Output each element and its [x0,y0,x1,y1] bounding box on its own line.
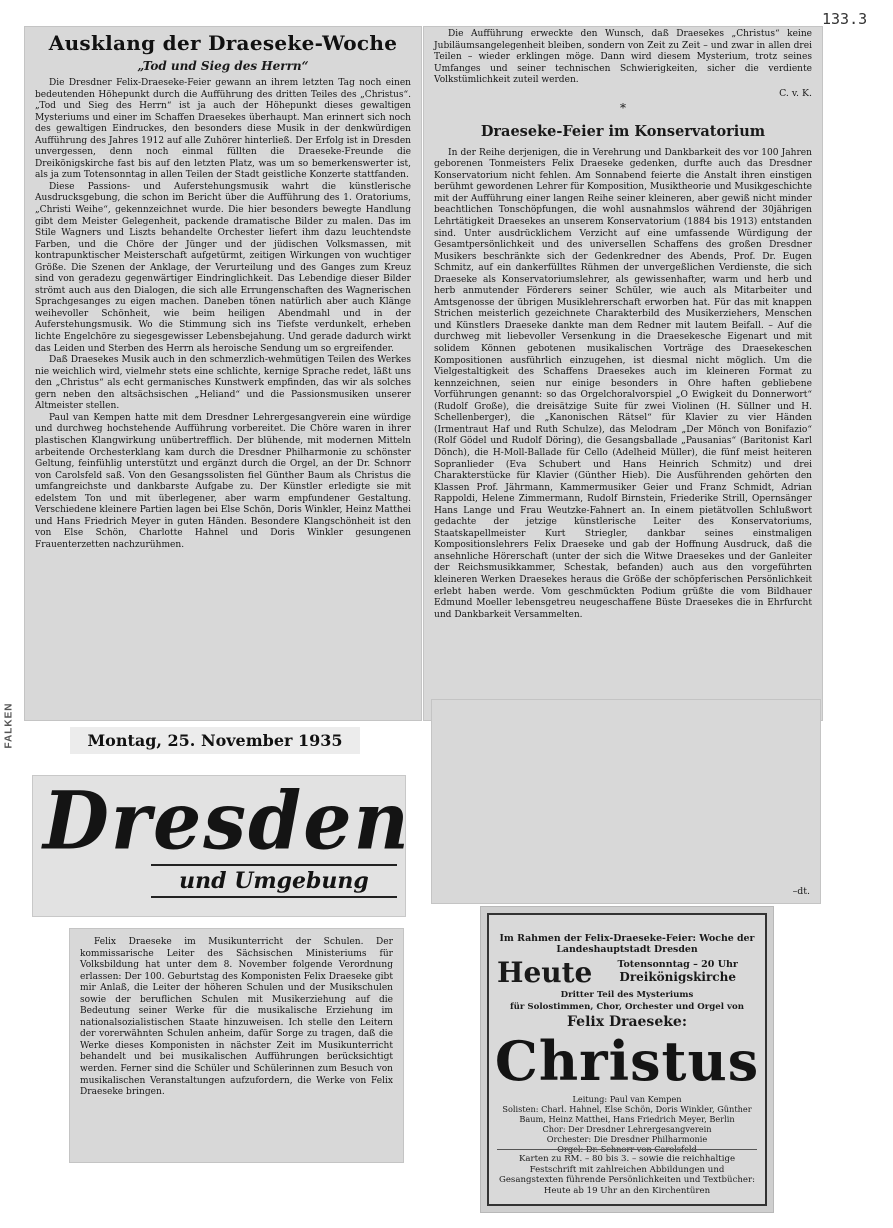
concert-advertisement [481,907,773,1212]
advertisement-orchester: Orchester: Die Dresdner Philharmonie [546,1134,708,1144]
main-paragraph-1: Die Dresdner Felix-Draeseke-Feier gewann an ihrem letzten Tag noch einen bedeutenden Höhepunkt durch die Aufführung des dritten Teiles des „Christus“. „Tod und Sieg des Herrn“ ist ja auch der Höhepunkt dieses gewaltigen Mysteriums und einer im Schaffen Draesekes überhaupt. Man erinnert sich noch des gewaltigen Eindruckes, den besonders diese Musik in der denkwürdigen Aufführung des Jahres 1912 auf alle Zuhörer hinterließ. Der Erfolg ist in Dresden unvergessen, denn noch einmal füllten die Draeseke-Freunde die Dreikönigskirche fast bis auf den letzten Platz, was um so bemerkenswerter ist, als ja zum Totensonntag in allen Teilen der Stadt geistliche Konzerte stattfanden. [35,78,411,181]
advertisement-time-venue [598,958,757,984]
advertisement-time: Totensonntag – 20 Uhr [617,959,738,970]
school-article-clipping [70,929,403,1162]
main-article-right-column [424,27,822,720]
dresden-section-title: Dresden [43,773,411,868]
main-paragraph-4: Paul van Kempen hatte mit dem Dresdner Lehrergesangverein eine würdige und durchweg hochstehende Aufführung vorbereitet. Die Chöre waren in ihrer plastischen Klangwirkung unübertrefflich. Der blühende, mit modernen Mitteln arbeitende Orchesterklang kam durch die Dresdner Philharmonie zu schönster Geltung, feinfühlig unterstützt und ergänzt durch die Orgel, an der Dr. Schnorr von Carolsfeld saß. Von den Gesangssolisten fiel Günther Baum als Christus die umfangreichste und dankbarste Aufgabe zu. Der Künstler erledigte sie mit edelstem Ton und mit überlegener, aber warm empfundener Gestaltung. Verschiedene kleinere Partien lagen bei Else Schön, Doris Winkler, Heinz Matthei und Hans Friedrich Meyer in guten Händen. Besondere Klangschönheit ist den von Else Schön, Charlotte Hahnel und Doris Winkler gesungenen Frauenterzetten nachzurühmen. [35,412,411,550]
advertisement-ticket-info: Karten zu RM. – 80 bis 3. – sowie die reichhaltige Festschrift mit zahlreichen Abbildungen und Gesangstexten führende Persönlichkeiten und Textbücher: Heute ab 19 Uhr an den Kirchentüren [497,1149,757,1196]
advertisement-composer: Felix Draeseke: [567,1014,687,1030]
newspaper-date-line: Montag, 25. November 1935 [70,727,360,754]
conservatory-article-title: Draeseke-Feier im Konservatorium [480,122,766,140]
advertisement-leitung: Leitung: Paul van Kempen [572,1094,682,1104]
advertisement-venue: Dreikönigskirche [619,970,736,984]
school-article-text: Felix Draeseke im Musikunterricht der Schulen. Der kommissarische Leiter des Sächsischen Ministeriums für Volksbildung hat unter dem 8. November folgende Verordnung erlassen: Der 100. Geburtstag des Komponisten Felix Draeseke gibt mir Anlaß, die Leiter der höheren Schulen und der Musikschulen sowie der beruflichen Schulen mit Musikerziehung auf die Bedeutung seiner Werke für die musikalische Erziehung im nationalsozialistischen Staate hinzuweisen. Ich stelle den Leitern der vorerwähnten Schulen anheim, dafür Sorge zu tragen, daß die Werke dieses Komponisten in nächster Zeit im Musikunterricht behandelt und bei musikalischen Aufführungen berücksichtigt werden. Ferner sind die Schüler und Schülerinnen zum Besuch von musikalischen Veranstaltungen aufzufordern, die Werke von Felix Draeseke bringen. [80,937,393,1098]
conservatory-paragraph: In der Reihe derjenigen, die in Verehrung und Dankbarkeit des vor 100 Jahren geborenen Tonmeisters Felix Draeseke gedenken, durfte auch das Dresdner Konservatorium nicht fehlen. Am Sonnabend feierte die Anstalt ihren einstigen berühmt gewordenen Lehrer für Komposition, Musiktheorie und Musikgeschichte mit der Aufführung einer langen Reihe seiner kleineren, aber gewiß nicht minder beachtlichen Tonschöpfungen, die wohl ausnahmslos während der 30jährigen Lehrtätigkeit Draesekes an unserem Konservatorium (1884 bis 1913) entstanden sind. Unter ausdrücklichem Verzicht auf eine umfassende Würdigung der Gesamtpersönlichkeit und des universellen Schaffens des großen Dresdner Musikers beschränkte sich der Gedenkredner des Abends, Prof. Dr. Eugen Schmitz, auf ein dankerfülltes Rühmen der unvergeßlichen Verdienste, die sich Draeseke als Konservatoriumslehrer, als gewissenhafter, warm und herb und herb anmutender Förderers seiner Schüler, wie auch als Mitarbeiter und Amtsgenosse der übrigen Musiklehrerschaft erworben hat. Für das mit knappen Strichen meisterlich gezeichnete Charakterbild des Musikerziehers, Menschen und Künstlers Draeseke dankte man dem Redner mit lautem Beifall. – Auf die durchweg mit liebevoller Versenkung in die Draesekesche Eigenart und mit solidem Können gebotenen musikalischen Vorträge des Draesekeschen Kompositionen ausführlich einzugehen, ist diesmal nicht möglich. Um die Vielgestaltigkeit des Schaffens Draesekes auch im kleineren Format zu kennzeichnen, seien nur einige besonders in Ohre haften gebliebene Vorführungen genannt: so das Orgelchoralvorspiel „O Ewigkeit du Donnerwort“ (Rudolf Große), die dreisätzige Suite für zwei Violinen (H. Süllner und H. Schellenberger), die „Kanonischen Rätsel“ für Klavier zu vier Händen (Irmentraut Haf und Ruth Schulze), das Melodram „Der Mönch von Bonifazio“ (Rolf Gödel und Rudolf Döring), die Gesangsballade „Pausanias“ (Baritonist Karl Dönch), die H-Moll-Ballade für Cello (Adelheid Müller), die fünf meist heiteren Sopranlieder (Eva Schubert und Hans Heinrich Schmitz) und drei Charakterstücke für Klavier (Günther Hieb). Die Ausführenden gehörten den Klassen Prof. Jährmann, Kammermusiker Geier und Franz Schmidt, Adrian Rappoldi, Helene Zimmermann, Rudolf Birnstein, Friederike Strill, Opernsänger Hans Lange und Frau Weutzke-Fahnert an. In einem pietätvollen Schlußwort gedachte der jetzige künstlerische Leiter des Konservatoriums, Staatskapellmeister Kurt Striegler, dankbar seines einstmaligen Kompositionslehrers Felix Draeseke und gab der Hoffnung Ausdruck, daß die ansehnliche Hörerschaft (unter der sich die Witwe Draesekes und der Ganleiter der Reichsmusikkammer, Schestak, befanden) auch aus den vorgeführten kleineren Werken Draesekes heraus die Größe der schöpferischen Persönlichkeit erlebt haben werde. Vom geschmückten Podium grüßte die vom Bildhauer Edmund Moeller lebensgetreu neugeschaffene Büste Draesekes die in Ehrfurcht und Dankbarkeit Versammelten. [434,147,812,620]
advertisement-credits [501,1094,753,1154]
advertisement-headline: Im Rahmen der Felix-Draeseke-Feier: Woche der Landeshauptstadt Dresden [499,933,755,955]
main-article-title: Ausklang der Draeseke-Woche [48,31,398,55]
side-margin-label: FALKEN [3,702,15,749]
advertisement-frame [487,913,767,1206]
main-paragraph-5: Die Aufführung erweckte den Wunsch, daß Draesekes „Christus“ keine Jubiläumsangelegenheit bleiben, sondern von Zeit zu Zeit – und zwar in allen drei Teilen – wieder erklingen möge. Dann wird diesem Mysterium, trotz seines Umfanges und seiner technischen Schwierigkeiten, sicher die verdiente Volkstümlichkeit zuteil werden. [434,29,812,86]
advertisement-chor: Chor: Der Dresdner Lehrergesangverein [542,1124,712,1134]
school-article-body [70,929,403,1099]
main-article-body-left [35,78,411,551]
advertisement-forces-line: für Solostimmen, Chor, Orchester und Orgel von [509,1002,745,1012]
conservatory-article-body [434,148,812,621]
main-paragraph-2: Diese Passions- und Auferstehungsmusik wahrt die künstlerische Ausdrucksgebung, die schon im Bericht über die Aufführung des 1. Oratoriums, „Christi Weihe“, gekennzeichnet wurde. Die hier besonders bewegte Handlung gibt dem Meister Gelegenheit, packende dramatische Bilder zu malen. Das im Stile Wagners und Liszts behandelte Orchester liefert ihm dazu leuchtendste Farben, und die Chöre der Jünger und der jüdischen Volksmassen, mit kontrapunktischer Meisterschaft aufgetürmt, zeitigen Wirkungen von wuchtiger Größe. Die Szenen der Anklage, der Verurteilung und des Ganges zum Kreuz sind von geradezu gegenwärtiger Eindringlichkeit. Das Lebendige dieser Bilder strömt auch aus den Dialogen, die sich alle Errungenschaften des Wagnerischen Sprachgesanges zu eigen machen. Daneben tönen natürlich aber auch Klänge weihevoller Schönheit, wie beim heiligen Abendmahl und in der Auferstehungsmusik. Wo die Stimmung sich ins Tiefste verdunkelt, erheben lichte Engelchöre zu siegesgewisser Lebensbejahung. Und gerade dadurch wirkt das Leiden und Sterben des Herrn als heroische Sendung um so ergreifender. [35,181,411,354]
conservatory-article-continuation [432,700,820,903]
advertisement-orgel: Orgel: Dr. Schnorr von Carolsfeld [557,1144,697,1154]
main-article-subtitle: „Tod und Sieg des Herrn“ [137,59,309,73]
advertisement-work-title: Christus [494,1029,760,1093]
dresden-section-subtitle: und Umgebung [151,864,397,898]
section-separator: * [620,100,626,115]
advertisement-solisten: Solisten: Charl. Hahnel, Else Schön, Doris Winkler, Günther Baum, Heinz Matthei, Hans Friedrich Meyer, Berlin [502,1104,752,1124]
advertisement-part-line: Dritter Teil des Mysteriums [560,990,694,1000]
advertisement-date-row [497,958,757,988]
conservatory-article-signature: –dt. [792,886,810,897]
main-paragraph-3: Daß Draesekes Musik auch in den schmerzlich-wehmütigen Teilen des Werkes nie weichlich wird, vielmehr stets eine schlichte, kernige Sprache redet, läßt uns den „Christus“ als echt germanisches Kunstwerk empfinden, das wir als solches gern neben den altsächsischen „Heliand“ und die Passionsmusiken unserer Altmeister stellen. [35,355,411,412]
dresden-section-header [33,773,411,916]
page-number-mark: 133.3 [822,10,868,28]
advertisement-heute: Heute [497,956,593,989]
main-article-left-column [25,27,421,720]
main-article-signature: C. v. K. [779,87,812,99]
main-article-body-right [434,29,812,87]
